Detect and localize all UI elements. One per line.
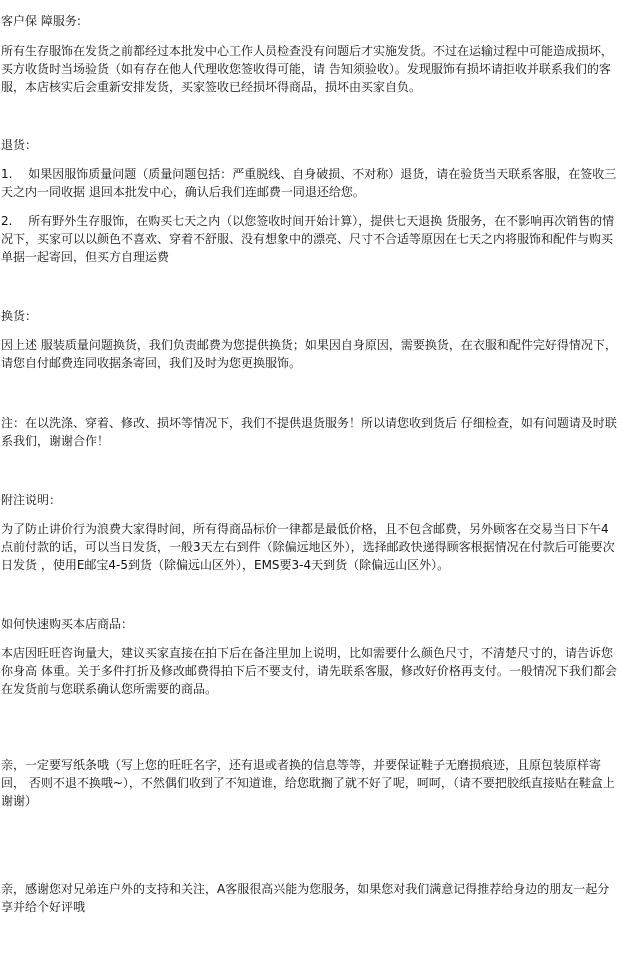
- appendix-paragraph: 为了防止讲价行为浪费大家得时间，所有得商品标价一律都是最低价格，且不包含邮费，另外顾客在交易当日下午4点前付款的话，可以当日发货，一般3天左右到件（除偏远地区外），选择邮政快递得顾客根据情况在付款后可能要次日发货 ，使用E邮宝4-5到货（除偏远山区外），EMS要3-4天到货（除偏远山区外）。: [1, 522, 615, 572]
- how-to-buy-paragraph: 本店因旺旺咨询量大，建议买家直接在拍下后在备注里加上说明，比如需要什么颜色尺寸，不清楚尺寸的，请告诉您你身高 体重。关于多件打折及修改邮费得拍下后不要支付，请先联系客服，修改好价格再支付。一般情况下我们都会在发货前与您联系确认您所需要的商品。: [1, 646, 617, 696]
- exchange-paragraph: 因上述 服装质量问题换货，我们负责邮费为您提供换货；如果因自身原因，需要换货，在衣服和配件完好得情况下，请您自付邮费连同收据条寄回，我们及时为您更换服饰。: [1, 338, 617, 370]
- how-to-buy-heading: 如何快速购买本店商品：: [1, 617, 134, 631]
- appendix-heading: 附注说明：: [1, 493, 62, 507]
- thanks-paragraph: 亲，感谢您对兄弟连户外的支持和关注，A客服很高兴能为您服务，如果您对我们满意记得推荐给身边的朋友一起分享并给个好评哦: [1, 882, 610, 914]
- service-guarantee-paragraph: 所有生存服饰在发货之前都经过本批发中心工作人员检查没有问题后才实施发货。不过在运输过程中可能造成损坏，买方收货时当场验货（如有存在他人代理收您签收得可能，请 告知须验收）。发现服饰有损坏请拒收并联系我们的客服，本店核实后会重新安排发货，买家签收已经损坏得商品，损坏由买家自负。: [1, 44, 614, 94]
- note-slip-paragraph: 亲，一定要写纸条哦（写上您的旺旺名字，还有退或者换的信息等等，并要保证鞋子无磨损痕迹，且原包装原样寄回， 否则不退不换哦~），不然偶们收到了不知道谁，给您耽搁了就不好了呢，呵呵，（请不要把胶纸直接贴在鞋盒上 谢谢）: [1, 758, 615, 808]
- exchange-heading: 换货：: [1, 309, 38, 323]
- no-return-note-paragraph: 注：在以洗涤、穿着、修改、损坏等情况下，我们不提供退货服务！所以请您收到货后 仔细检查，如有问题请及时联系我们，谢谢合作！: [1, 416, 617, 448]
- return-heading: 退货：: [1, 138, 38, 152]
- return-item-1: 1. 如果因服饰质量问题（质量问题包括：严重脱线、自身破损、不对称）退货，请在验货当天联系客服，在签收三天之内一同收据 退回本批发中心，确认后我们连邮费一同退还给您。: [1, 167, 617, 199]
- return-item-2: 2. 所有野外生存服饰，在购买七天之内（以您签收时间开始计算），提供七天退换 货服务，在不影响再次销售的情况下，买家可以以颜色不喜欢、穿着不舒服、没有想象中的漂亮、尺寸不合适等原因在七天之内将服饰和配件与购买单据一起寄回，但买方自理运费: [1, 214, 615, 264]
- service-guarantee-heading: 客户保 障服务:: [1, 14, 81, 28]
